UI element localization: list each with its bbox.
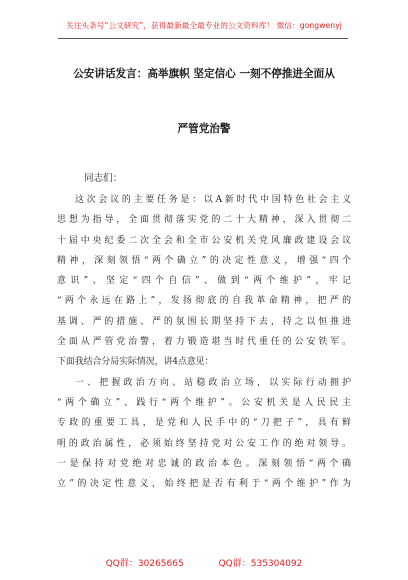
body-line: “两个确立”、践行“两个维护”。公安机关是人民民主 bbox=[57, 397, 351, 408]
body-line: 思想为指导，全面贯彻落实党的二十大精神，深入贯彻二 bbox=[57, 215, 351, 226]
header-divider bbox=[58, 38, 348, 39]
body-line: 这次会议的主要任务是：以A新时代中国特色社会主义 bbox=[75, 195, 351, 205]
footer-qq-group-2: QQ群：535304092 bbox=[218, 559, 303, 569]
document-title-line-1: 公安讲话发言：高举旗帜 坚定信心 一刻不停推进全面从 bbox=[73, 68, 335, 80]
body-line: 一是保持对党绝对忠诚的政治本色。深刻领悟“两个确 bbox=[57, 458, 351, 469]
header-notice: 关注头条号“公文研究”，获得最新最全最专业的公文资料库！ 微信：gongwenyj bbox=[66, 21, 342, 30]
body-line: 基调、严的措施、严的氛围长期坚持下去，持之以恒推进 bbox=[57, 316, 351, 327]
document-body bbox=[57, 190, 351, 494]
body-line: 全面从严管党治警，着力锻造堪当时代重任的公安铁军。 bbox=[57, 337, 351, 348]
document-title-line-2: 严管党治警 bbox=[177, 123, 231, 135]
salutation: 同志们： bbox=[84, 173, 123, 184]
body-line: 明的政治属性，必须始终坚持党对公安工作的绝对领导。 bbox=[57, 438, 351, 449]
body-line: 专政的重要工具，是党和人民手中的“刀把子”，具有鲜 bbox=[57, 418, 351, 429]
body-line: 立”的决定性意义，始终把是否有利于“两个维护”作为 bbox=[57, 479, 351, 490]
body-line: 精神，深刻领悟“两个确立”的决定性意义，增强“四个 bbox=[57, 255, 351, 266]
body-line: 十届中央纪委二次全会和全市公安机关党风廉政建设会议 bbox=[57, 235, 351, 246]
footer bbox=[0, 556, 408, 569]
body-line: 一、把握政治方向、站稳政治立场，以实际行动拥护 bbox=[75, 377, 351, 388]
footer-qq-group-1: QQ群：30265665 bbox=[105, 559, 184, 569]
body-line: 下面我结合分局实际情况，讲4点意见： bbox=[57, 357, 214, 368]
body-line: “两个永远在路上”，发扬彻底的自我革命精神，把严的 bbox=[57, 296, 351, 307]
body-line: 意识”、坚定“四个自信”、做到“两个维护”，牢记 bbox=[57, 276, 351, 287]
